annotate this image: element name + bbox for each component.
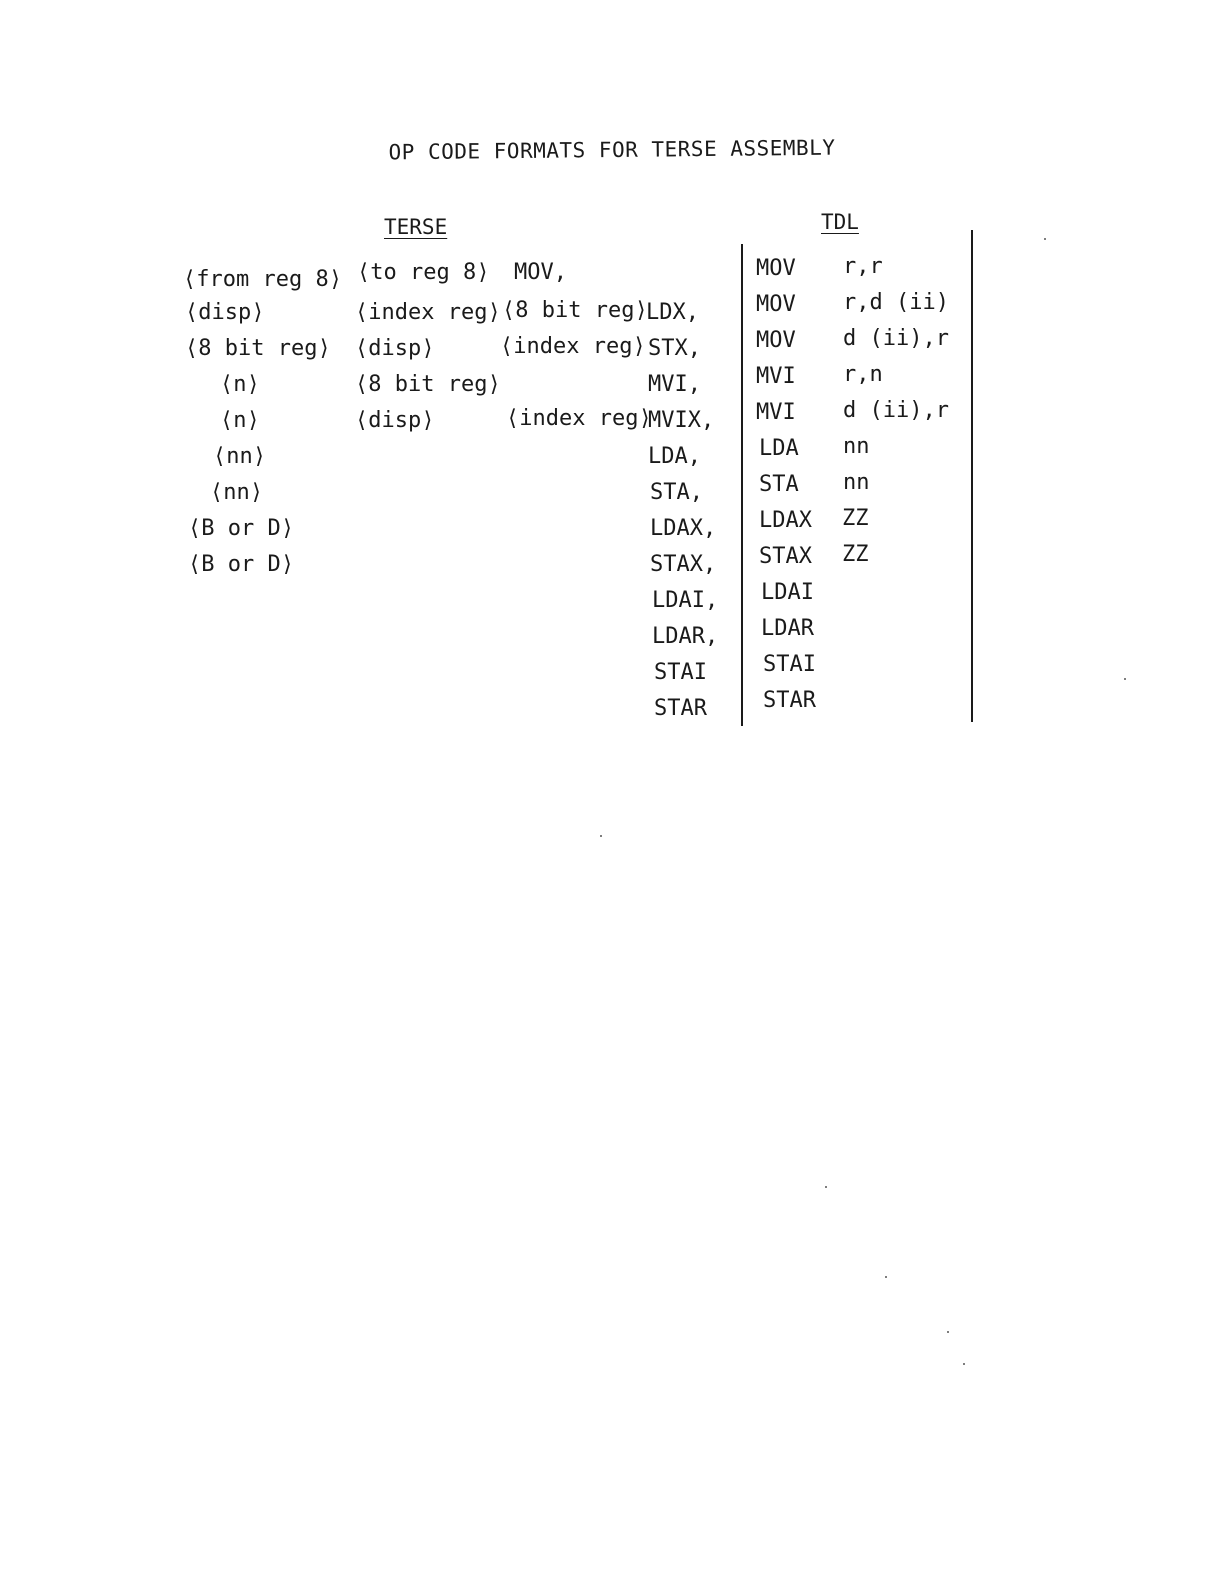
- scan-speck: [825, 1186, 827, 1188]
- tdl-operands: r,d (ii): [843, 290, 949, 315]
- tdl-opcode: LDA: [759, 436, 799, 461]
- terse-operand-1: ⟨nn⟩: [213, 444, 266, 469]
- scan-speck: [600, 835, 602, 837]
- terse-opcode: STAR: [654, 696, 707, 721]
- tdl-opcode: STA: [759, 472, 799, 497]
- terse-operand-1: ⟨n⟩: [220, 372, 260, 397]
- tdl-opcode: MOV: [756, 328, 796, 353]
- terse-opcode: LDA,: [648, 444, 701, 469]
- terse-operand-2: ⟨8 bit reg⟩: [355, 372, 501, 397]
- terse-opcode: STX,: [648, 336, 701, 361]
- terse-opcode: STAI: [654, 660, 707, 685]
- tdl-operands: nn: [843, 470, 870, 495]
- tdl-header: TDL: [821, 210, 859, 234]
- tdl-opcode: STAI: [763, 652, 816, 677]
- tdl-opcode: MVI: [756, 400, 796, 425]
- tdl-opcode: LDAR: [761, 616, 814, 641]
- tdl-opcode: MOV: [756, 292, 796, 317]
- terse-opcode: MVIX,: [648, 408, 715, 433]
- terse-opcode: MOV,: [514, 260, 567, 285]
- tdl-operands: d (ii),r: [843, 326, 949, 351]
- scan-speck: [885, 1276, 887, 1278]
- terse-operand-2: ⟨to reg 8⟩: [357, 260, 490, 285]
- terse-operand-3: ⟨8 bit reg⟩: [502, 298, 648, 323]
- terse-operand-1: ⟨disp⟩: [185, 300, 265, 325]
- column-divider-left: [741, 244, 743, 726]
- tdl-operands: r,r: [843, 254, 883, 279]
- tdl-operands: r,n: [843, 362, 883, 387]
- tdl-operands: ZZ: [842, 506, 869, 531]
- scan-speck: [1044, 238, 1046, 240]
- terse-opcode: LDAX,: [650, 516, 717, 541]
- tdl-operands: d (ii),r: [843, 398, 949, 423]
- terse-operand-2: ⟨index reg⟩: [355, 300, 501, 325]
- tdl-opcode: MOV: [756, 256, 796, 281]
- column-divider-right: [971, 230, 973, 722]
- tdl-opcode: MVI: [756, 364, 796, 389]
- terse-opcode: MVI,: [648, 372, 701, 397]
- tdl-opcode: STAR: [763, 688, 816, 713]
- scan-speck: [947, 1331, 949, 1333]
- terse-operand-3: ⟨index reg⟩: [506, 406, 652, 431]
- terse-operand-2: ⟨disp⟩: [355, 336, 435, 361]
- terse-operand-3: ⟨index reg⟩: [500, 334, 646, 359]
- terse-operand-1: ⟨nn⟩: [210, 480, 263, 505]
- terse-operand-1: ⟨8 bit reg⟩: [185, 336, 331, 361]
- terse-operand-2: ⟨disp⟩: [355, 408, 435, 433]
- page-title: OP CODE FORMATS FOR TERSE ASSEMBLY: [388, 135, 836, 165]
- terse-opcode: LDX,: [646, 300, 699, 325]
- terse-operand-1: ⟨n⟩: [220, 408, 260, 433]
- terse-opcode: STAX,: [650, 552, 717, 577]
- tdl-opcode: LDAX: [759, 508, 812, 533]
- terse-header: TERSE: [384, 215, 448, 239]
- terse-opcode: LDAI,: [652, 588, 719, 613]
- tdl-operands: nn: [843, 434, 870, 459]
- scan-speck: [1124, 678, 1126, 680]
- scan-speck: [963, 1363, 965, 1365]
- terse-opcode: LDAR,: [652, 624, 719, 649]
- terse-operand-1: ⟨from reg 8⟩: [183, 267, 342, 292]
- tdl-opcode: STAX: [759, 544, 812, 569]
- tdl-operands: ZZ: [842, 542, 869, 567]
- terse-operand-1: ⟨B or D⟩: [188, 516, 294, 541]
- terse-opcode: STA,: [650, 480, 703, 505]
- tdl-opcode: LDAI: [761, 580, 814, 605]
- terse-operand-1: ⟨B or D⟩: [188, 552, 294, 577]
